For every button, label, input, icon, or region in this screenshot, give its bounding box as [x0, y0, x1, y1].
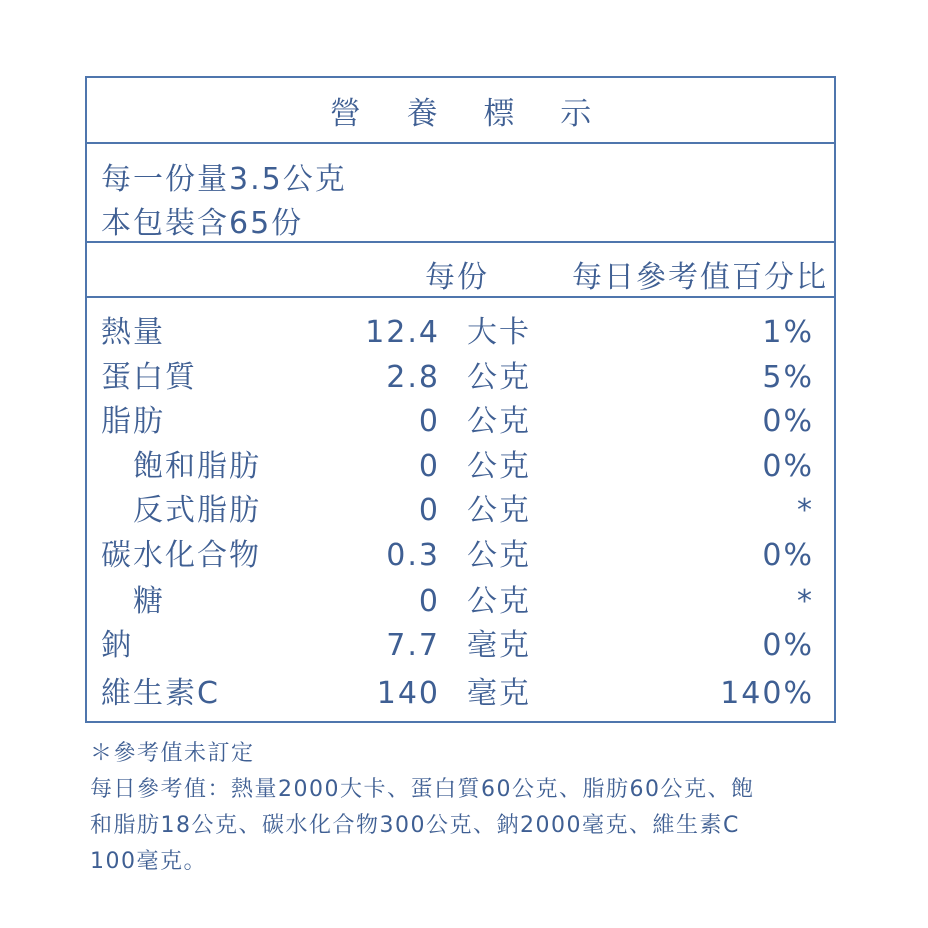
- nutrient-amount: 0: [418, 404, 440, 439]
- servings-per-package: 本包裝含65份: [101, 206, 304, 241]
- nutrient-daily-value: *: [797, 493, 814, 528]
- nutrient-row-sodium: [87, 624, 834, 668]
- header-daily-value: 每日參考值百分比: [572, 260, 828, 295]
- footnote-reference-line: 每日參考值：熱量2000大卡、蛋白質60公克、脂肪60公克、飽: [90, 777, 755, 802]
- nutrient-daily-value: 140%: [720, 676, 814, 711]
- nutrient-name: 蛋白質: [101, 360, 197, 395]
- nutrient-unit: 公克: [467, 538, 531, 573]
- nutrient-daily-value: 1%: [762, 315, 814, 350]
- nutrient-name: 碳水化合物: [101, 538, 261, 573]
- nutrient-unit: 公克: [467, 493, 531, 528]
- label-title: 營 養 標 示: [87, 78, 834, 144]
- nutrient-amount: 7.7: [386, 628, 440, 663]
- nutrient-amount: 140: [376, 676, 440, 711]
- footnote-reference-line: 100毫克。: [90, 849, 207, 874]
- nutrient-name: 維生素C: [101, 676, 220, 711]
- footnote-not-established: ＊參考值未訂定: [90, 741, 255, 766]
- serving-size: 每一份量3.5公克: [101, 162, 347, 197]
- nutrient-row-trans-fat: [87, 489, 834, 533]
- nutrient-name: 糖: [133, 584, 165, 619]
- nutrient-amount: 2.8: [386, 360, 440, 395]
- divider: [87, 241, 834, 243]
- nutrient-unit: 公克: [467, 449, 531, 484]
- nutrient-daily-value: 0%: [762, 404, 814, 439]
- nutrient-daily-value: 0%: [762, 538, 814, 573]
- nutrient-row-protein: [87, 356, 834, 400]
- nutrient-amount: 0: [418, 449, 440, 484]
- nutrient-unit: 毫克: [467, 676, 531, 711]
- nutrient-daily-value: 0%: [762, 628, 814, 663]
- nutrient-amount: 0.3: [386, 538, 440, 573]
- nutrient-unit: 公克: [467, 404, 531, 439]
- nutrient-row-sugar: [87, 580, 834, 624]
- nutrient-unit: 公克: [467, 584, 531, 619]
- nutrient-row-energy: [87, 311, 834, 355]
- nutrient-row-saturated-fat: [87, 445, 834, 489]
- footnote: [90, 736, 830, 880]
- nutrient-unit: 大卡: [467, 315, 531, 350]
- nutrient-amount: 12.4: [365, 315, 440, 350]
- nutrient-name: 熱量: [101, 315, 165, 350]
- nutrition-label: [85, 76, 836, 723]
- nutrient-name: 反式脂肪: [133, 493, 261, 528]
- nutrient-amount: 0: [418, 493, 440, 528]
- footnote-reference-line: 和脂肪18公克、碳水化合物300公克、鈉2000毫克、維生素C: [90, 813, 740, 838]
- nutrient-unit: 公克: [467, 360, 531, 395]
- serving-info: [101, 158, 347, 246]
- nutrient-name: 鈉: [101, 628, 133, 663]
- nutrient-row-carbohydrate: [87, 534, 834, 578]
- nutrient-daily-value: 0%: [762, 449, 814, 484]
- divider: [87, 296, 834, 298]
- nutrient-name: 飽和脂肪: [133, 449, 261, 484]
- nutrient-row-fat: [87, 400, 834, 444]
- nutrient-name: 脂肪: [101, 404, 165, 439]
- nutrient-row-vitamin-c: [87, 672, 834, 716]
- nutrient-unit: 毫克: [467, 628, 531, 663]
- nutrient-amount: 0: [418, 584, 440, 619]
- header-per-serving: 每份: [425, 260, 489, 295]
- nutrient-daily-value: 5%: [762, 360, 814, 395]
- nutrient-daily-value: *: [797, 584, 814, 619]
